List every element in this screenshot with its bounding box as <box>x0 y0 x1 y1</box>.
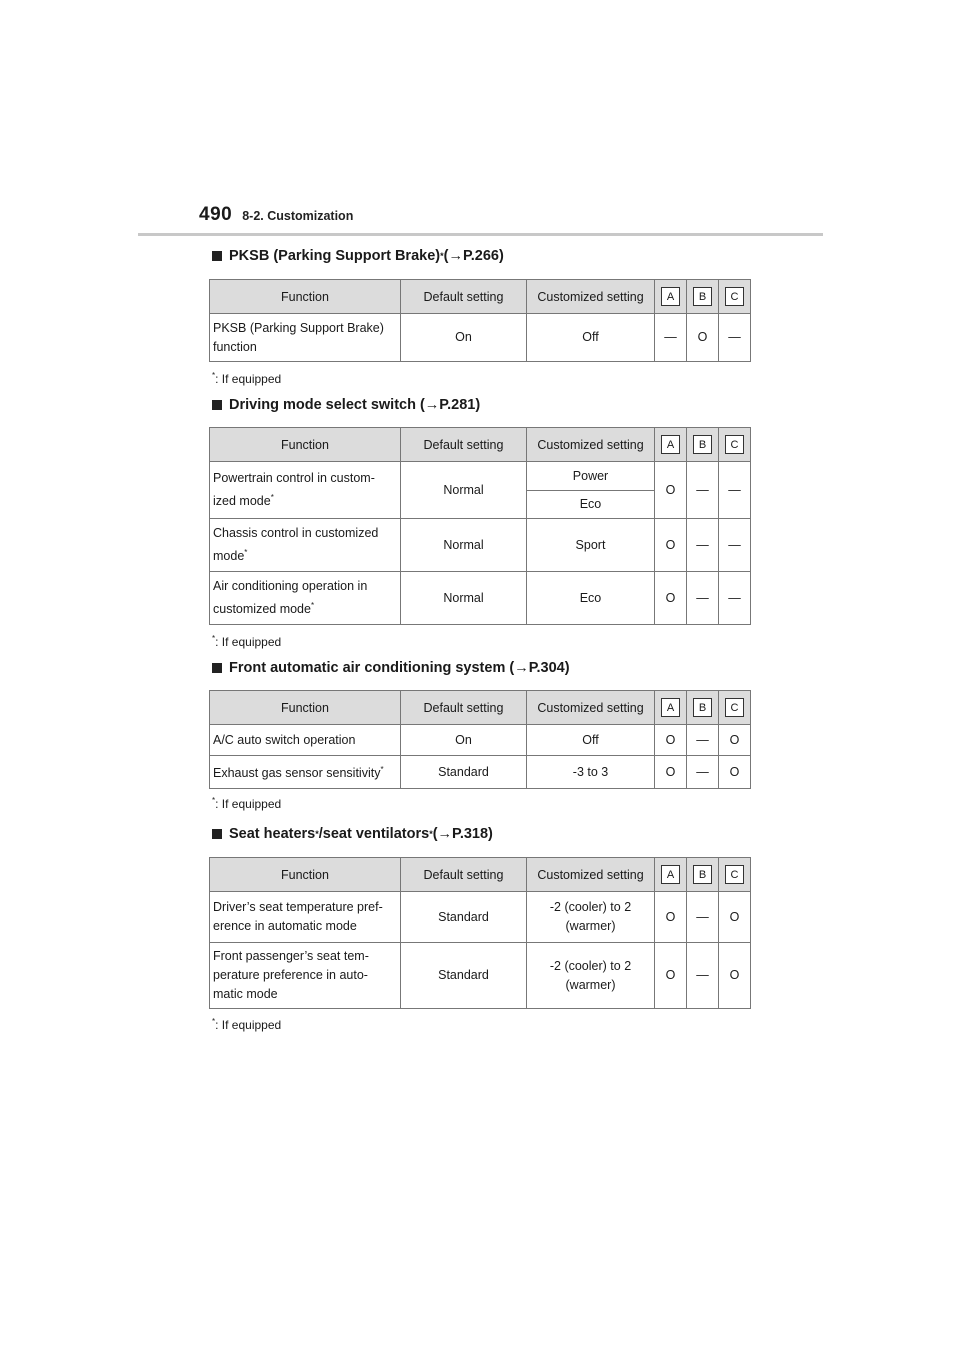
col-default: Default setting <box>401 691 527 725</box>
table-row: Exhaust gas sensor sensitivity* Standard -3 to 3 O — O <box>210 756 751 789</box>
footnote: *: If equipped <box>212 634 282 649</box>
section-title-driving-mode: Driving mode select switch (→P.281) <box>212 397 480 413</box>
col-customized: Customized setting <box>527 428 655 462</box>
col-c-label: C <box>725 698 744 717</box>
section-title-seat-heaters: Seat heaters * /seat ventilators * (→P.318) <box>212 826 493 842</box>
col-b-label: B <box>693 287 712 306</box>
col-function: Function <box>210 280 401 314</box>
table-seat-heaters <box>209 857 751 1009</box>
col-b-label: B <box>693 435 712 454</box>
bullet-square-icon <box>212 829 222 839</box>
col-default: Default setting <box>401 428 527 462</box>
footnote: *: If equipped <box>212 796 282 811</box>
section-title-air-conditioning: Front automatic air conditioning system (→P.304) <box>212 660 570 676</box>
col-function: Function <box>210 858 401 892</box>
col-customized: Customized setting <box>527 858 655 892</box>
col-b-label: B <box>693 865 712 884</box>
header-rule <box>138 233 823 236</box>
col-default: Default setting <box>401 280 527 314</box>
table-row: PKSB (Parking Support Brake) function On Off — O — <box>210 314 751 362</box>
chapter-title: 8-2. Customization <box>242 209 354 223</box>
col-function: Function <box>210 691 401 725</box>
col-default: Default setting <box>401 858 527 892</box>
col-c-label: C <box>725 865 744 884</box>
table-row: Front passenger’s seat tem-perature preference in auto-matic mode Standard -2 (cooler) to 2 (warmer) O — O <box>210 943 751 1009</box>
col-customized: Customized setting <box>527 691 655 725</box>
table-row: Powertrain control in custom-ized mode* Normal Power O — — <box>210 462 751 491</box>
col-customized: Customized setting <box>527 280 655 314</box>
footnote: *: If equipped <box>212 1017 282 1032</box>
bullet-square-icon <box>212 400 222 410</box>
col-c-label: C <box>725 435 744 454</box>
table-row: Air conditioning operation in customized mode* Normal Eco O — — <box>210 572 751 625</box>
col-a-label: A <box>661 287 680 306</box>
table-air-conditioning <box>209 690 751 789</box>
bullet-square-icon <box>212 663 222 673</box>
col-a-label: A <box>661 698 680 717</box>
table-row: Chassis control in customized mode* Normal Sport O — — <box>210 519 751 572</box>
col-c-label: C <box>725 287 744 306</box>
col-function: Function <box>210 428 401 462</box>
table-row: A/C auto switch operation On Off O — O <box>210 725 751 756</box>
table-pksb <box>209 279 751 362</box>
bullet-square-icon <box>212 251 222 261</box>
footnote: *: If equipped <box>212 371 282 386</box>
table-driving-mode: Function Default setting Customized setting A B C Powertrain control in custom-ized mode* Normal Power O — — Eco Chassis control in customized mode* Normal Sport O — — Air conditioning operation in customized mode* Normal Eco O — — <box>209 427 751 625</box>
col-a-label: A <box>661 435 680 454</box>
table-row: Driver’s seat temperature pref-erence in automatic mode Standard -2 (cooler) to 2 (warmer) O — O <box>210 892 751 943</box>
page-header <box>199 204 353 226</box>
section-title-pksb: PKSB (Parking Support Brake) * (→P.266) <box>212 248 504 264</box>
page-number: 490 <box>199 204 233 225</box>
col-b-label: B <box>693 698 712 717</box>
col-a-label: A <box>661 865 680 884</box>
